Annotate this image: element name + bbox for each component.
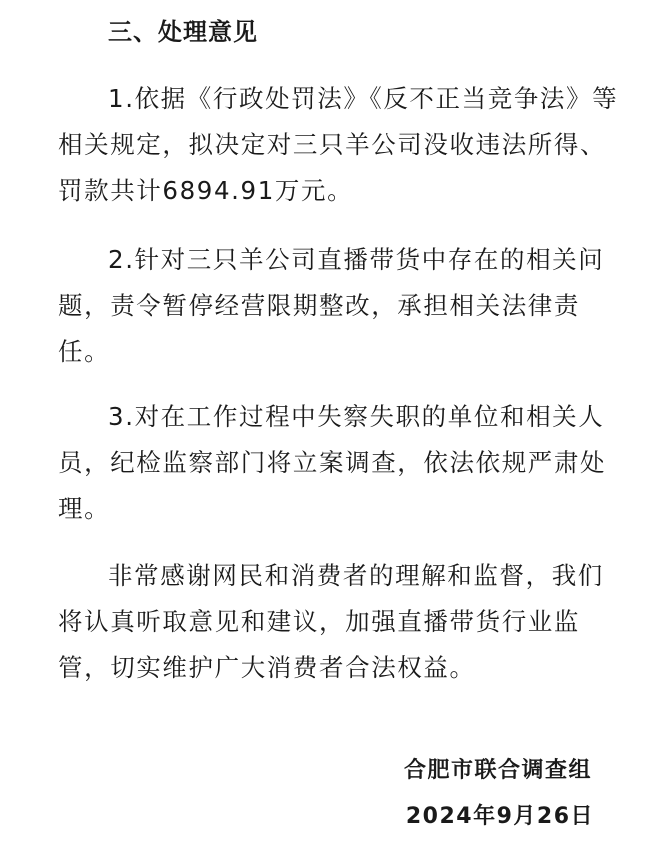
paragraph-line: 非常感谢网民和消费者的理解和监督，我们 bbox=[108, 561, 604, 590]
paragraph-line: 3.对在工作过程中失察失职的单位和相关人 bbox=[108, 402, 605, 431]
section-heading: 三、处理意见 bbox=[108, 18, 258, 46]
paragraph-line: 相关规定，拟决定对三只羊公司没收违法所得、 bbox=[58, 130, 607, 159]
paragraph-penalty bbox=[58, 76, 618, 214]
paragraph-line: 将认真听取意见和建议，加强直播带货行业监 bbox=[58, 607, 580, 636]
paragraph-thanks bbox=[58, 553, 618, 691]
paragraph-line: 2.针对三只羊公司直播带货中存在的相关问 bbox=[108, 245, 605, 274]
paragraph-line: 1.依据《行政处罚法》《反不正当竞争法》等 bbox=[108, 84, 619, 113]
paragraph-rectification bbox=[58, 237, 618, 375]
signature-date: 2024年9月26日 bbox=[405, 804, 594, 829]
paragraph-line: 管，切实维护广大消费者合法权益。 bbox=[58, 653, 476, 682]
signature-organization: 合肥市联合调查组 bbox=[403, 758, 592, 783]
paragraph-line: 理。 bbox=[58, 494, 111, 523]
paragraph-investigation bbox=[58, 394, 618, 532]
paragraph-line: 员，纪检监察部门将立案调查，依法依规严肃处 bbox=[58, 448, 607, 477]
paragraph-line: 任。 bbox=[58, 337, 111, 366]
paragraph-line: 题，责令暂停经营限期整改，承担相关法律责 bbox=[58, 291, 580, 320]
paragraph-line: 罚款共计6894.91万元。 bbox=[58, 176, 354, 205]
